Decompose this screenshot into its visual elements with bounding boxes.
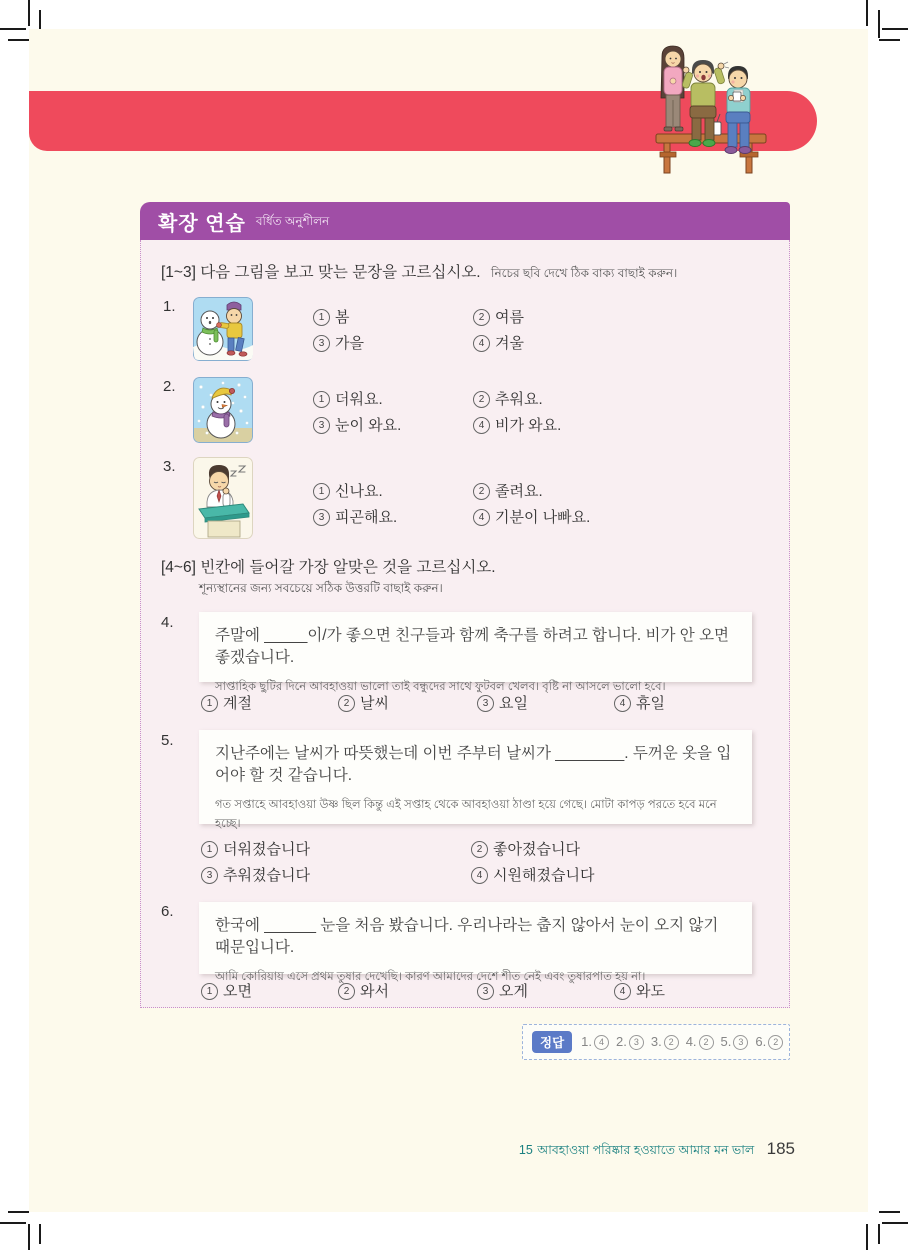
crop-mark xyxy=(8,39,29,41)
crop-mark xyxy=(878,1224,880,1244)
footer-chapter-number: 15 xyxy=(518,1143,533,1157)
instruction-4-6-bengali: শূন্যস্থানের জন্য সবচেয়ে সঠিক উত্তরটি বাছাই করুন। xyxy=(199,581,443,595)
option-number: 2 xyxy=(473,483,490,500)
question-2-image-snowman-snowfall xyxy=(193,377,253,443)
option-number: 3 xyxy=(201,867,218,884)
option-label: 눈이 와요. xyxy=(335,417,402,434)
crop-mark xyxy=(879,1211,900,1213)
option-label: 추워요. xyxy=(495,391,543,408)
answer-item-2 xyxy=(616,1034,644,1050)
option-number: 1 xyxy=(201,841,218,858)
option-label: 비가 와요. xyxy=(495,417,562,434)
q1-option-2 xyxy=(473,306,524,327)
question-3-image-sleepy-student xyxy=(193,457,253,539)
section-header-bar xyxy=(140,202,790,240)
q6-option-4 xyxy=(614,980,665,1001)
option-label: 시원해졌습니다 xyxy=(493,867,595,884)
answer-item-6 xyxy=(755,1034,783,1050)
crop-mark xyxy=(39,1224,41,1244)
question-4-number: 4. xyxy=(161,614,174,631)
option-number: 1 xyxy=(313,309,330,326)
answer-choice: 2 xyxy=(664,1035,679,1050)
q4-option-3 xyxy=(477,692,528,713)
q5-option-4 xyxy=(471,864,594,885)
q3-option-2 xyxy=(473,480,543,501)
question-6-passage-box xyxy=(199,902,752,983)
option-label: 와서 xyxy=(360,983,389,1000)
option-label: 더워요. xyxy=(335,391,383,408)
option-number: 4 xyxy=(473,509,490,526)
section-title-korean: 확장 연습 xyxy=(158,212,246,235)
option-label: 오면 xyxy=(223,983,252,1000)
option-label: 계절 xyxy=(223,695,252,712)
q6-option-2 xyxy=(338,980,389,1001)
option-label: 더워졌습니다 xyxy=(223,841,310,858)
answer-question-number: 4. xyxy=(685,1034,697,1049)
q2-option-4 xyxy=(473,414,561,435)
q5-option-2 xyxy=(471,838,580,859)
option-label: 추워졌습니다 xyxy=(223,867,310,884)
question-5-number: 5. xyxy=(161,732,174,749)
option-number: 1 xyxy=(201,983,218,1000)
q4-option-2 xyxy=(338,692,389,713)
answer-choice: 3 xyxy=(629,1035,644,1050)
q3-option-1 xyxy=(313,480,383,501)
option-number: 3 xyxy=(477,983,494,1000)
crop-mark xyxy=(879,39,900,41)
option-label: 날씨 xyxy=(360,695,389,712)
question-1-number: 1. xyxy=(163,298,176,315)
option-number: 4 xyxy=(473,417,490,434)
question-6-number: 6. xyxy=(161,903,174,920)
q6-option-1 xyxy=(201,980,252,1001)
q4-option-4 xyxy=(614,692,665,713)
option-label: 좋아졌습니다 xyxy=(493,841,580,858)
answer-item-5 xyxy=(721,1034,749,1050)
answer-key-badge: 정답 xyxy=(532,1031,572,1053)
q3-option-3 xyxy=(313,506,397,527)
option-label: 오게 xyxy=(499,983,528,1000)
answer-question-number: 1. xyxy=(581,1034,592,1049)
option-label: 요일 xyxy=(499,695,528,712)
section-title-bengali: বর্ধিত অনুশীলন xyxy=(255,214,330,228)
passage-bengali: সাপ্তাহিক ছুটির দিনে আবহাওয়া ভালো তাই বন্ধুদের সাথে ফুটবল খেলব। বৃষ্টি না আসলে ভালো হবে। xyxy=(215,681,666,693)
answer-question-number: 2. xyxy=(616,1034,627,1049)
option-label: 봄 xyxy=(335,309,350,326)
option-label: 와도 xyxy=(636,983,665,1000)
passage-bengali: আমি কোরিয়ায় এসে প্রথম তুষার দেখেছি। কারণ আমাদের দেশে শীত নেই এবং তুষারপাত হয় না। xyxy=(215,971,646,983)
answer-item-1 xyxy=(581,1034,609,1050)
people-on-bench-illustration xyxy=(640,40,778,186)
instruction-korean: [1~3] 다음 그림을 보고 맞는 문장을 고르십시오. xyxy=(161,264,481,281)
question-3-number: 3. xyxy=(163,458,176,475)
option-number: 3 xyxy=(313,509,330,526)
q2-option-2 xyxy=(473,388,543,409)
q2-option-1 xyxy=(313,388,383,409)
footer-chapter-title: আবহাওয়া পরিষ্কার হওয়াতে আমার মন ভাল xyxy=(537,1143,755,1157)
q3-option-4 xyxy=(473,506,590,527)
crop-mark xyxy=(28,0,30,26)
passage-korean: 주말에 _____이/가 좋으면 친구들과 함께 축구를 하려고 합니다. 비가 안 오면 좋겠습니다. xyxy=(215,627,730,666)
option-label: 겨울 xyxy=(495,335,524,352)
option-number: 4 xyxy=(614,695,631,712)
instruction-4-6 xyxy=(161,555,496,577)
answer-choice: 4 xyxy=(594,1035,609,1050)
option-number: 3 xyxy=(313,417,330,434)
q4-option-1 xyxy=(201,692,252,713)
option-number: 2 xyxy=(338,695,355,712)
crop-mark xyxy=(28,1224,30,1250)
option-number: 1 xyxy=(313,483,330,500)
option-number: 4 xyxy=(471,867,488,884)
answer-question-number: 5. xyxy=(720,1034,732,1049)
option-label: 피곤해요. xyxy=(335,509,398,526)
crop-mark xyxy=(882,1222,908,1224)
crop-mark xyxy=(8,1211,29,1213)
crop-mark xyxy=(866,1224,868,1250)
option-number: 2 xyxy=(471,841,488,858)
passage-bengali: গত সপ্তাহে আবহাওয়া উষ্ণ ছিল কিন্তু এই সপ্তাহ থেকে আবহাওয়া ঠাণ্ডা হয়ে গেছে। মোটা কাপড় পরতে হবে মনে হচ্ছে। xyxy=(215,799,717,830)
crop-mark xyxy=(878,10,880,38)
crop-mark xyxy=(866,0,868,26)
q6-option-3 xyxy=(477,980,528,1001)
answer-question-number: 6. xyxy=(755,1034,767,1049)
crop-mark xyxy=(0,1222,26,1224)
answer-choice: 2 xyxy=(699,1035,714,1050)
q1-option-1 xyxy=(313,306,350,327)
option-label: 신나요. xyxy=(335,483,383,500)
option-number: 3 xyxy=(313,335,330,352)
answer-item-4 xyxy=(686,1034,714,1050)
exercise-content-area xyxy=(140,240,790,1008)
option-number: 4 xyxy=(614,983,631,1000)
answer-item-3 xyxy=(651,1034,679,1050)
option-label: 휴일 xyxy=(636,695,665,712)
page-footer xyxy=(295,1139,795,1162)
answer-choice: 3 xyxy=(733,1035,748,1050)
q1-option-3 xyxy=(313,332,364,353)
crop-mark xyxy=(0,28,26,30)
question-2-number: 2. xyxy=(163,378,176,395)
passage-korean: 한국에 ______ 눈을 처음 봤습니다. 우리나라는 춥지 않아서 눈이 오지 않기 때문입니다. xyxy=(215,917,719,956)
q2-option-3 xyxy=(313,414,401,435)
option-number: 2 xyxy=(338,983,355,1000)
option-label: 가을 xyxy=(335,335,364,352)
q5-option-3 xyxy=(201,864,310,885)
option-number: 3 xyxy=(477,695,494,712)
option-label: 기분이 나빠요. xyxy=(495,509,591,526)
crop-mark xyxy=(882,28,908,30)
passage-korean: 지난주에는 날씨가 따뜻했는데 이번 주부터 날씨가 ________. 두꺼운 옷을 입어야 할 것 같습니다. xyxy=(215,745,732,784)
instruction-korean: [4~6] 빈칸에 들어갈 가장 알맞은 것을 고르십시오. xyxy=(161,559,496,576)
instruction-bengali: নিচের ছবি দেখে ঠিক বাক্য বাছাই করুন। xyxy=(491,266,678,280)
option-number: 4 xyxy=(473,335,490,352)
option-number: 1 xyxy=(201,695,218,712)
q1-option-4 xyxy=(473,332,524,353)
instruction-1-3 xyxy=(161,260,677,285)
question-5-passage-box xyxy=(199,730,752,830)
answer-choice: 2 xyxy=(768,1035,783,1050)
answer-key-box xyxy=(522,1024,790,1060)
option-number: 2 xyxy=(473,309,490,326)
option-number: 2 xyxy=(473,391,490,408)
answer-question-number: 3. xyxy=(650,1034,662,1049)
option-label: 여름 xyxy=(495,309,524,326)
page-number: 185 xyxy=(766,1139,795,1158)
q5-option-1 xyxy=(201,838,310,859)
question-4-passage-box xyxy=(199,612,752,693)
option-number: 1 xyxy=(313,391,330,408)
question-1-image-snowman-building xyxy=(193,297,253,361)
option-label: 졸려요. xyxy=(495,483,543,500)
